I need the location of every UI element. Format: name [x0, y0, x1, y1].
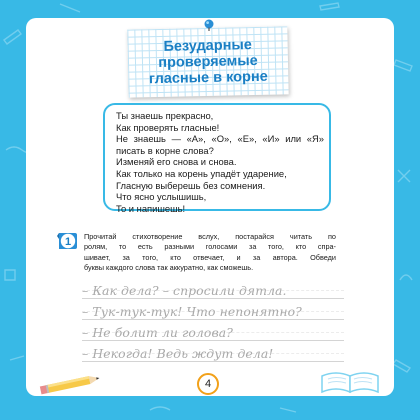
- task-line: ролям, то есть разными голосами за того, кто спра-: [84, 242, 336, 252]
- poem-line: Изменяй его снова и снова.: [116, 156, 237, 168]
- title-line: Безударные: [163, 37, 253, 55]
- title-line: гласные в корне: [148, 68, 268, 88]
- handwriting-line: [82, 282, 344, 304]
- task-line: шивает, за того, кто отвечает, и за автора. Обведи: [84, 252, 336, 262]
- base-line: [82, 319, 344, 320]
- task-line: буквы каждого слова так аккуратно, как сможешь.: [84, 263, 254, 273]
- poem-line: Что ясно услышишь,: [116, 191, 207, 203]
- page-title: [128, 36, 289, 87]
- task-number-badge: [57, 230, 79, 252]
- task-number: 1: [64, 236, 72, 248]
- poem-box: [103, 103, 331, 214]
- push-pin-icon: [203, 19, 215, 31]
- poem-line: То и напишешь!: [116, 202, 186, 214]
- trace-text: – Как дела? – спросили дятла.: [82, 283, 287, 298]
- poem-line: Как только на корень упадёт ударение,: [116, 167, 287, 179]
- handwriting-line: [82, 303, 344, 325]
- task-line: Прочитай стихотворение вслух, постарайся читать по: [84, 232, 336, 241]
- open-book-icon: [318, 370, 382, 396]
- task-instructions: [84, 232, 336, 274]
- poem-line: Гласную выберешь без сомнения.: [116, 179, 266, 191]
- trace-text: – Некогда! Ведь ждут дела!: [82, 346, 274, 361]
- handwriting-line: [82, 324, 344, 346]
- poem-line: Не знаешь — «А», «О», «Е», «И» или «Я»: [116, 133, 324, 145]
- trace-text: – Не болит ли голова?: [82, 325, 234, 340]
- title-line: проверяемые: [158, 52, 258, 72]
- title-card: [127, 26, 288, 97]
- handwriting-line: [82, 345, 344, 367]
- poem-text: [116, 110, 324, 214]
- poem-line: Ты знаешь прекрасно,: [116, 110, 214, 121]
- base-line: [82, 361, 344, 362]
- poem-line: Как проверять гласные!: [116, 121, 220, 133]
- trace-text: – Тук-тук-тук! Что непонятно?: [82, 304, 302, 319]
- pencil-icon: [36, 370, 106, 398]
- poem-line: писать в корне слова?: [116, 144, 214, 156]
- base-line: [82, 298, 344, 299]
- base-line: [82, 340, 344, 341]
- page-number: 4: [197, 373, 219, 395]
